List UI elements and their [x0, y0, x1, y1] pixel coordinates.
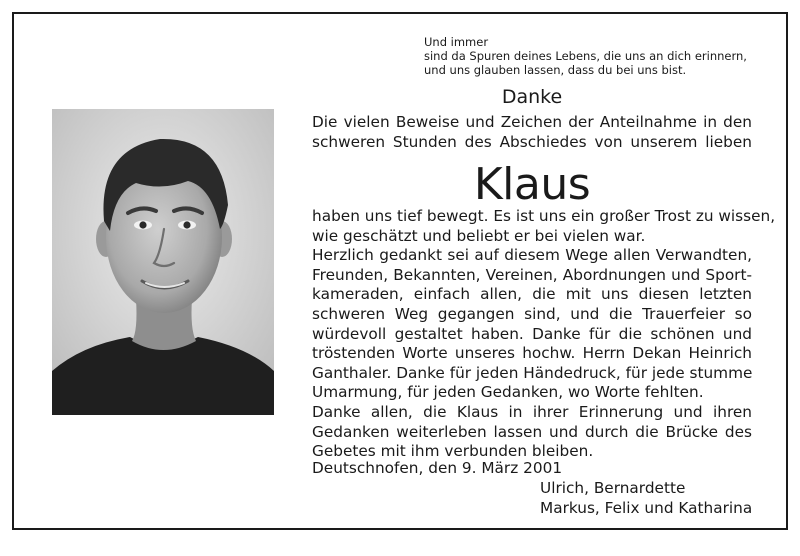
- body-line: Gebetes mit ihm verbunden bleiben.: [312, 442, 594, 461]
- place-date: Deutschnofen, den 9. März 2001: [312, 459, 563, 477]
- body-line: Danke allen, die Klaus in ihrer Erinnerung und ihren: [312, 402, 752, 421]
- body-line: wie geschätzt und beliebt er bei vielen war.: [312, 226, 646, 245]
- motto-line: und uns glauben lassen, dass du bei uns bist.: [424, 63, 687, 77]
- body-line: Umarmung, für jeden Gedanken, wo Worte fehlten.: [312, 383, 704, 402]
- body-line: tröstenden Worte unseres hochw. Herrn Dekan Heinrich: [312, 344, 752, 363]
- motto-line: Und immer: [424, 35, 489, 49]
- memorial-motto: [424, 35, 764, 77]
- deceased-name: Klaus: [473, 159, 591, 210]
- signature-line: Markus, Felix und Katharina: [540, 498, 753, 517]
- intro-line: schweren Stunden des Abschiedes von unserem lieben: [312, 132, 752, 151]
- signature-line: Ulrich, Bernardette: [540, 479, 686, 497]
- intro-text: [312, 113, 752, 152]
- intro-line: Die vielen Beweise und Zeichen der Anteilnahme in den: [312, 113, 752, 131]
- body-text: [312, 207, 776, 462]
- body-line: würdevoll gestaltet haben. Danke für die schönen und: [312, 324, 752, 343]
- body-line: Gedanken weiterleben lassen und durch die Brücke des: [312, 422, 752, 441]
- body-line: Freunden, Bekannten, Vereinen, Abordnungen und Sport-: [312, 265, 752, 284]
- heading: Danke: [501, 86, 563, 108]
- portrait-photo: [52, 109, 274, 415]
- body-line: haben uns tief bewegt. Es ist uns ein großer Trost zu wissen,: [312, 207, 776, 225]
- body-line: Herzlich gedankt sei auf diesem Wege allen Verwandten,: [312, 246, 752, 265]
- body-line: Ganthaler. Danke für jeden Händedruck, für jede stumme: [312, 363, 753, 382]
- signature: [540, 479, 752, 518]
- body-line: kameraden, einfach allen, die mit uns diesen letzten: [312, 285, 752, 304]
- body-line: schweren Weg gegangen sind, und die Trauerfeier so: [312, 304, 752, 323]
- motto-line: sind da Spuren deines Lebens, die uns an dich erinnern,: [424, 49, 747, 63]
